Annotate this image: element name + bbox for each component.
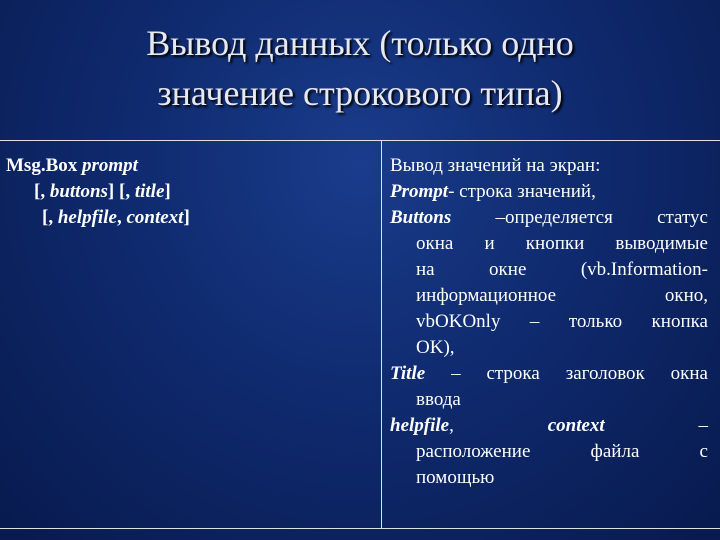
syntax-bracket: [, xyxy=(34,181,50,202)
desc-prompt: - строка значений, xyxy=(448,181,596,202)
syntax-bracket: [, xyxy=(42,207,58,228)
desc-dash: – xyxy=(698,415,709,436)
desc-buttons-5: vbOKOnly – только кнопка xyxy=(416,311,708,332)
description-prompt xyxy=(390,179,708,205)
desc-buttons-6: OK), xyxy=(416,337,455,358)
syntax-arg-buttons: buttons xyxy=(49,181,108,202)
syntax-bracket: ] xyxy=(183,207,190,228)
desc-buttons-1: –определяется статус xyxy=(451,207,708,228)
desc-buttons-3: на окне (vb.Information- xyxy=(416,259,708,280)
description-intro: Вывод значений на экран: xyxy=(390,155,601,176)
syntax-arg-title: title xyxy=(134,181,165,202)
desc-buttons-2: окна и кнопки выводимые xyxy=(416,233,708,254)
desc-comma: , xyxy=(449,415,454,436)
syntax-bracket: ] xyxy=(164,181,171,202)
syntax-cell xyxy=(0,141,382,528)
description-buttons xyxy=(390,205,708,231)
desc-helpfile-1: расположение файла с xyxy=(416,441,708,462)
term-context: context xyxy=(547,415,605,436)
term-title: Title xyxy=(390,363,426,384)
syntax-arg-context: context xyxy=(126,207,184,228)
term-buttons: Buttons xyxy=(390,207,452,228)
desc-title-1: – строка заголовок окна xyxy=(425,363,708,384)
slide-title-line-2: значение строкового типа) xyxy=(157,73,563,113)
description-helpfile xyxy=(390,413,708,439)
desc-helpfile-2: помощью xyxy=(416,467,495,488)
syntax-line-2 xyxy=(6,179,373,205)
desc-title-2: ввода xyxy=(416,389,461,410)
syntax-line-1 xyxy=(6,153,373,179)
syntax-arg-prompt: prompt xyxy=(82,155,138,176)
syntax-line-3 xyxy=(6,205,373,231)
description-title xyxy=(390,361,708,387)
term-helpfile: helpfile xyxy=(390,415,450,436)
syntax-arg-helpfile: helpfile xyxy=(57,207,117,228)
desc-buttons-4: информационное окно, xyxy=(416,285,708,306)
description-cell xyxy=(382,141,720,528)
slide-title-line-1: Вывод данных (только одно xyxy=(146,23,574,63)
term-prompt: Prompt xyxy=(390,181,449,202)
content-table xyxy=(0,140,720,529)
syntax-keyword: Msg.Box xyxy=(6,155,78,176)
syntax-bracket: ] [, xyxy=(107,181,135,202)
slide-title xyxy=(0,18,720,118)
syntax-separator: , xyxy=(116,207,127,228)
